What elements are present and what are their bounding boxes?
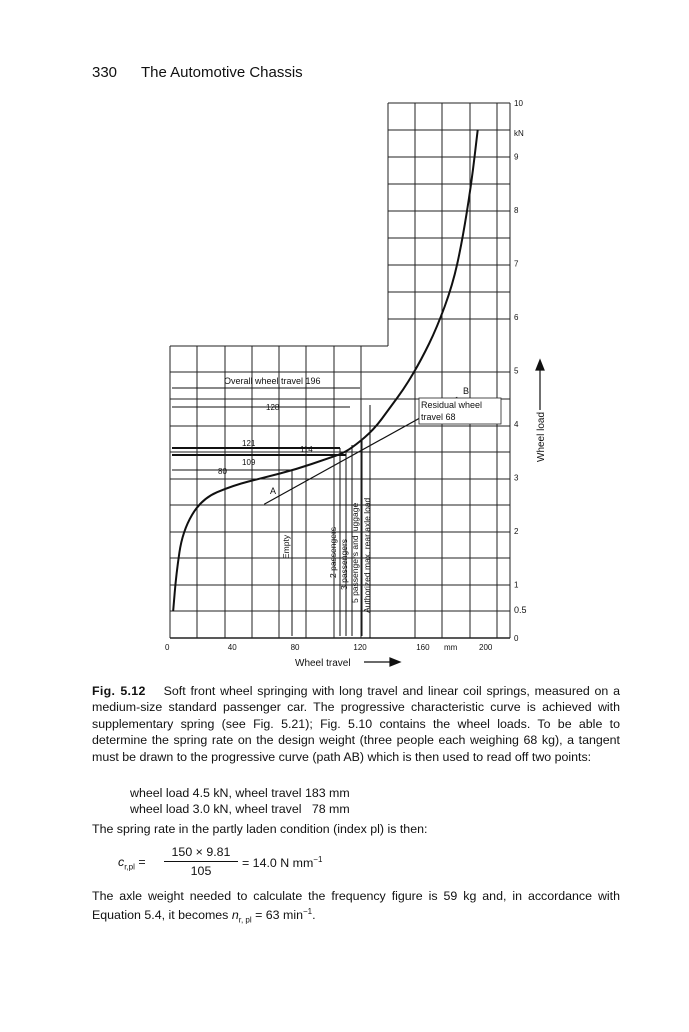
load-2-passengers: 2 passengers [328, 526, 338, 578]
y-tick-label: 9 [514, 152, 519, 162]
fraction-bar [164, 861, 238, 862]
dim-109: 109 [242, 458, 256, 467]
equation-result-text: = 14.0 N mm [242, 856, 314, 871]
caption-text: Soft front wheel springing with long travel and linear coil springs, measured on a medium-size standard passenger car. The progressive characteristic curve is achieved with supplementary spring (see Fig. 5.21); Fig. 5.10 contains the wheel loads. To be able to determine the spring rate on the design weight (three people each weighing 68 kg), a tangent must be drawn to the progressive curve (path AB) which is then used to read off two points: [92, 684, 620, 764]
figure-label: Fig. 5.12 [92, 684, 146, 698]
paragraph-3-result: = 63 min [251, 908, 303, 923]
x-tick-label: 80 [290, 643, 300, 652]
equation-result [242, 855, 322, 870]
x-tick-label: 0 [165, 643, 170, 652]
residual-label-1: Residual wheel [421, 400, 483, 410]
y-axis-label: Wheel load [536, 411, 547, 462]
y-tick-label: 3 [514, 473, 519, 483]
value-line-1: wheel load 4.5 kN, wheel travel 183 mm [130, 786, 350, 800]
dim-121: 121 [242, 439, 256, 448]
paragraph-3-n-sub: r, pl [238, 916, 252, 925]
figure-caption [92, 683, 620, 765]
y-axis-arrow [536, 360, 544, 410]
paragraph-3-text: The axle weight needed to calculate the frequency figure is 59 kg and, in accordance with Equation 5.4, it becomes [92, 889, 620, 923]
overall-travel-label: Overall wheel travel 196 [224, 376, 321, 386]
y-tick-label: 8 [514, 206, 519, 215]
y-tick-label: 7 [514, 259, 519, 269]
dim-114: 114 [300, 445, 313, 454]
label-a: A [270, 486, 277, 496]
value-line-2: wheel load 3.0 kN, wheel travel 78 mm [130, 802, 350, 816]
y-tick-label: 5 [514, 366, 519, 376]
curve-group [173, 130, 478, 612]
series-line-0 [173, 130, 478, 612]
equation-result-sup: −1 [313, 855, 323, 864]
x-tick-label: 40 [227, 643, 237, 652]
y-tick-label: 2 [514, 527, 519, 536]
paragraph-3 [92, 888, 620, 929]
equation-c-sub: r,pl [124, 862, 135, 872]
x-axis-arrow [364, 658, 400, 666]
paragraph-3-end: . [312, 908, 316, 923]
dim-128: 128 [266, 403, 280, 412]
y-tick-label: 1 [514, 580, 519, 590]
residual-label-2: travel 68 [421, 412, 456, 422]
paragraph-3-n: n [231, 908, 239, 923]
book-title: The Automotive Chassis [140, 64, 303, 81]
equation-c: c [118, 855, 125, 869]
y-tick-label: 10 [514, 99, 523, 108]
load-empty: Empty [281, 534, 291, 559]
y-tick-label: 6 [514, 313, 519, 322]
paragraph-2: The spring rate in the partly laden condition (index pl) is then: [92, 822, 428, 836]
load-3-passengers: 3 passengers [339, 538, 349, 590]
load-5-passengers: 5 passengers and luggage [350, 502, 360, 603]
x-unit-label: mm [444, 643, 458, 652]
equation-numerator: 150 × 9.81 [171, 845, 231, 859]
equation-denominator: 105 [190, 864, 212, 878]
paragraph-3-sup: −1 [302, 907, 313, 917]
y-tick-label: 4 [514, 420, 519, 429]
x-tick-label: 160 [416, 643, 430, 652]
page-number: 330 [92, 64, 118, 81]
dim-80: 80 [218, 467, 227, 476]
equation [118, 845, 418, 879]
values-list [130, 785, 350, 817]
load-authorized-max: Authorized max. rear axle load [362, 497, 372, 613]
y-tick-label: 0 [514, 634, 519, 643]
x-tick-label: 120 [353, 643, 367, 652]
y-unit-label: kN [514, 129, 524, 138]
label-0-5: 0.5 [514, 605, 527, 615]
x-tick-label: 200 [479, 643, 493, 652]
equation-lhs: $c_{r,pl}$ = [118, 855, 146, 872]
label-b: B [463, 386, 470, 396]
x-axis-label: Wheel travel [295, 658, 351, 669]
